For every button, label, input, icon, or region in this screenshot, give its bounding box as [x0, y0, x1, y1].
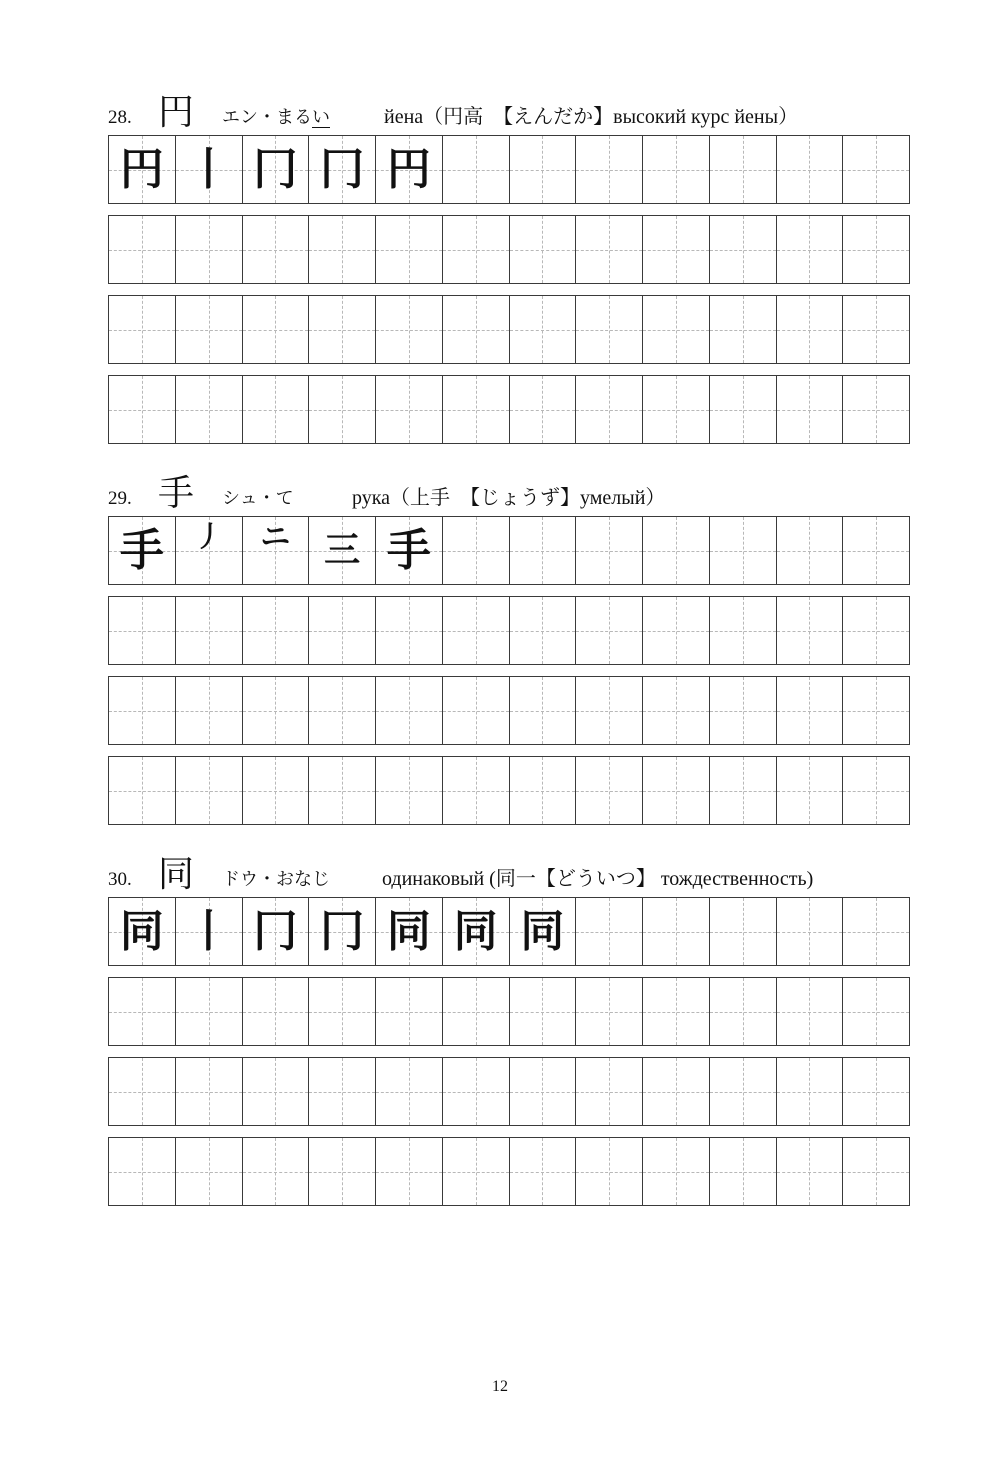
practice-cell[interactable] [376, 136, 443, 203]
practice-cell[interactable] [710, 296, 777, 363]
practice-cell[interactable] [309, 376, 376, 443]
kanji-meaning: рука（上手 【じょうず】умелый） [352, 487, 666, 509]
practice-cell[interactable] [576, 978, 643, 1045]
section-header [108, 466, 910, 516]
practice-cell[interactable] [510, 898, 577, 965]
practice-cell[interactable] [376, 216, 443, 283]
practice-cell[interactable] [843, 296, 909, 363]
practice-cell[interactable] [710, 757, 777, 824]
practice-cell[interactable] [643, 898, 710, 965]
stroke-glyph: 同 [520, 905, 565, 957]
practice-cell[interactable] [510, 216, 577, 283]
practice-cell[interactable] [510, 136, 577, 203]
practice-cell[interactable] [376, 1138, 443, 1205]
practice-cell[interactable] [843, 136, 909, 203]
practice-cell[interactable] [176, 376, 243, 443]
practice-cell[interactable] [576, 517, 643, 584]
practice-cell[interactable] [109, 296, 176, 363]
kanji-reading: シュ・て [222, 488, 294, 509]
practice-cell[interactable] [376, 296, 443, 363]
practice-row [108, 295, 910, 364]
practice-cell[interactable] [510, 677, 577, 744]
practice-cell[interactable] [710, 1058, 777, 1125]
stroke-glyph: 冂 [253, 143, 298, 195]
practice-cell[interactable] [643, 216, 710, 283]
practice-cell[interactable] [443, 1058, 510, 1125]
practice-cell[interactable] [510, 978, 577, 1045]
practice-cell[interactable] [843, 597, 909, 664]
practice-cell[interactable] [376, 1058, 443, 1125]
practice-cell[interactable] [710, 1138, 777, 1205]
practice-cell[interactable] [710, 978, 777, 1045]
stroke-glyph: 円 [119, 143, 164, 195]
section-header [108, 85, 910, 135]
practice-cell[interactable] [243, 677, 310, 744]
practice-cell[interactable] [376, 757, 443, 824]
practice-cell[interactable] [643, 978, 710, 1045]
practice-cell[interactable] [843, 1138, 909, 1205]
stroke-glyph: 手 [119, 524, 164, 576]
practice-cell[interactable] [643, 677, 710, 744]
practice-cell[interactable] [309, 1138, 376, 1205]
practice-cell[interactable] [109, 978, 176, 1045]
practice-cell[interactable] [309, 898, 376, 965]
practice-cell[interactable] [109, 1058, 176, 1125]
practice-cell[interactable] [510, 376, 577, 443]
practice-cell[interactable] [843, 757, 909, 824]
practice-cell[interactable] [376, 376, 443, 443]
practice-cell[interactable] [777, 376, 844, 443]
practice-cell[interactable] [777, 216, 844, 283]
practice-row [108, 516, 910, 585]
practice-cell[interactable] [643, 376, 710, 443]
practice-cell[interactable] [243, 376, 310, 443]
practice-cell[interactable] [576, 1058, 643, 1125]
practice-cell[interactable] [710, 677, 777, 744]
practice-cell[interactable] [109, 677, 176, 744]
practice-row [108, 1057, 910, 1126]
item-number: 29. [108, 488, 132, 509]
practice-cell[interactable] [777, 677, 844, 744]
practice-cell[interactable] [309, 136, 376, 203]
practice-cell[interactable] [109, 517, 176, 584]
practice-cell[interactable] [243, 757, 310, 824]
practice-cell[interactable] [243, 1058, 310, 1125]
practice-cell[interactable] [710, 216, 777, 283]
stroke-glyph: 丨 [186, 143, 231, 195]
practice-cell[interactable] [309, 677, 376, 744]
practice-cell[interactable] [777, 1138, 844, 1205]
practice-cell[interactable] [510, 1058, 577, 1125]
practice-cell[interactable] [777, 597, 844, 664]
reading-underlined: い [312, 107, 330, 128]
practice-cell[interactable] [510, 1138, 577, 1205]
practice-cell[interactable] [243, 978, 310, 1045]
practice-row [108, 215, 910, 284]
practice-cell[interactable] [243, 216, 310, 283]
practice-cell[interactable] [176, 978, 243, 1045]
practice-cell[interactable] [443, 1138, 510, 1205]
practice-cell[interactable] [309, 597, 376, 664]
practice-cell[interactable] [243, 1138, 310, 1205]
practice-cell[interactable] [243, 898, 310, 965]
practice-cell[interactable] [643, 136, 710, 203]
practice-cell[interactable] [777, 517, 844, 584]
practice-cell[interactable] [309, 1058, 376, 1125]
reading-main: エン・まる [222, 107, 312, 128]
practice-cell[interactable] [710, 136, 777, 203]
stroke-glyph: ニ [260, 520, 291, 555]
practice-row [108, 756, 910, 825]
practice-cell[interactable] [309, 978, 376, 1045]
practice-row [108, 977, 910, 1046]
practice-cell[interactable] [510, 757, 577, 824]
practice-cell[interactable] [510, 597, 577, 664]
practice-cell[interactable] [777, 898, 844, 965]
practice-cell[interactable] [576, 677, 643, 744]
practice-cell[interactable] [376, 898, 443, 965]
practice-cell[interactable] [309, 296, 376, 363]
practice-cell[interactable] [443, 136, 510, 203]
practice-cell[interactable] [376, 677, 443, 744]
kanji-meaning: одинаковый (同一【どういつ】 тождественность) [382, 868, 814, 890]
practice-cell[interactable] [176, 517, 243, 584]
practice-cell[interactable] [443, 216, 510, 283]
practice-cell[interactable] [109, 597, 176, 664]
practice-cell[interactable] [176, 597, 243, 664]
practice-cell[interactable] [443, 978, 510, 1045]
practice-cell[interactable] [510, 296, 577, 363]
practice-cell[interactable] [843, 376, 909, 443]
practice-cell[interactable] [643, 1138, 710, 1205]
practice-cell[interactable] [109, 898, 176, 965]
practice-cell[interactable] [510, 517, 577, 584]
practice-cell[interactable] [109, 1138, 176, 1205]
practice-row [108, 1137, 910, 1206]
stroke-glyph: 丨 [186, 905, 231, 957]
practice-cell[interactable] [777, 978, 844, 1045]
practice-cell[interactable] [576, 376, 643, 443]
page-number: 12 [492, 1378, 508, 1395]
practice-cell[interactable] [443, 376, 510, 443]
practice-cell[interactable] [576, 597, 643, 664]
practice-cell[interactable] [843, 216, 909, 283]
kanji-meaning: йена（円高 【えんだか】высокий курс йены） [384, 106, 799, 128]
practice-cell[interactable] [109, 757, 176, 824]
item-number: 28. [108, 107, 132, 128]
practice-cell[interactable] [843, 677, 909, 744]
practice-cell[interactable] [843, 898, 909, 965]
practice-cell[interactable] [643, 597, 710, 664]
practice-cell[interactable] [777, 757, 844, 824]
kanji-character: 円 [158, 92, 195, 133]
practice-cell[interactable] [576, 757, 643, 824]
practice-cell[interactable] [376, 597, 443, 664]
practice-cell[interactable] [243, 517, 310, 584]
practice-cell[interactable] [710, 597, 777, 664]
practice-row [108, 676, 910, 745]
practice-cell[interactable] [176, 677, 243, 744]
practice-cell[interactable] [576, 898, 643, 965]
practice-cell[interactable] [843, 517, 909, 584]
practice-cell[interactable] [777, 1058, 844, 1125]
stroke-glyph: 円 [386, 143, 431, 195]
practice-cell[interactable] [176, 898, 243, 965]
practice-cell[interactable] [443, 597, 510, 664]
practice-row [108, 596, 910, 665]
practice-cell[interactable] [176, 296, 243, 363]
practice-cell[interactable] [777, 296, 844, 363]
practice-cell[interactable] [443, 898, 510, 965]
stroke-glyph: 三 [324, 529, 361, 571]
practice-cell[interactable] [643, 296, 710, 363]
practice-cell[interactable] [109, 136, 176, 203]
practice-cell[interactable] [643, 757, 710, 824]
practice-cell[interactable] [777, 136, 844, 203]
stroke-glyph: 同 [119, 905, 164, 957]
stroke-glyph: 手 [386, 524, 431, 576]
practice-cell[interactable] [176, 757, 243, 824]
section-header [108, 847, 910, 897]
item-number: 30. [108, 869, 132, 890]
practice-cell[interactable] [443, 677, 510, 744]
practice-cell[interactable] [309, 517, 376, 584]
practice-cell[interactable] [843, 1058, 909, 1125]
practice-cell[interactable] [176, 1058, 243, 1125]
practice-cell[interactable] [843, 978, 909, 1045]
practice-cell[interactable] [443, 757, 510, 824]
practice-cell[interactable] [710, 376, 777, 443]
practice-cell[interactable] [109, 376, 176, 443]
practice-cell[interactable] [243, 597, 310, 664]
practice-cell[interactable] [109, 216, 176, 283]
practice-cell[interactable] [643, 517, 710, 584]
kanji-character: 同 [158, 854, 195, 895]
kanji-character: 手 [158, 473, 195, 514]
practice-cell[interactable] [710, 898, 777, 965]
practice-cell[interactable] [710, 517, 777, 584]
practice-row [108, 375, 910, 444]
practice-row [108, 897, 910, 966]
practice-cell[interactable] [576, 1138, 643, 1205]
practice-cell[interactable] [376, 517, 443, 584]
practice-cell[interactable] [243, 136, 310, 203]
stroke-glyph: 冂 [320, 905, 365, 957]
practice-cell[interactable] [576, 296, 643, 363]
stroke-glyph: 冂 [320, 143, 365, 195]
practice-cell[interactable] [443, 517, 510, 584]
stroke-glyph: 同 [386, 905, 431, 957]
practice-cell[interactable] [176, 216, 243, 283]
practice-cell[interactable] [309, 757, 376, 824]
practice-cell[interactable] [643, 1058, 710, 1125]
practice-cell[interactable] [576, 136, 643, 203]
practice-cell[interactable] [176, 136, 243, 203]
kanji-reading [222, 109, 330, 127]
stroke-glyph: 冂 [253, 905, 298, 957]
stroke-glyph: 同 [453, 905, 498, 957]
stroke-glyph: 丿 [194, 520, 223, 553]
practice-cell[interactable] [376, 978, 443, 1045]
practice-cell[interactable] [243, 296, 310, 363]
practice-cell[interactable] [443, 296, 510, 363]
practice-cell[interactable] [309, 216, 376, 283]
practice-cell[interactable] [176, 1138, 243, 1205]
practice-cell[interactable] [576, 216, 643, 283]
practice-row [108, 135, 910, 204]
kanji-reading: ドウ・おなじ [222, 869, 330, 890]
